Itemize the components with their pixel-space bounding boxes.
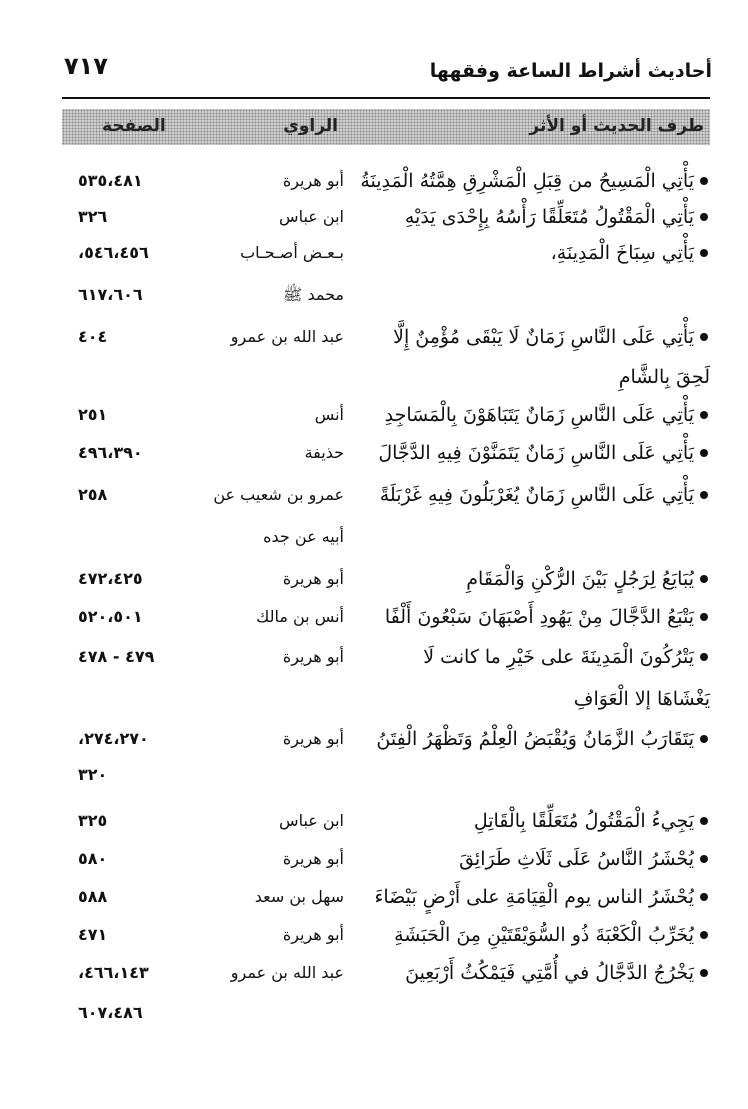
hadith-text: يَأْتِي عَلَى النَّاسِ زَمَانٌ يُغَرْبَلُونَ فِيهِ غَرْبَلَةً xyxy=(379,484,694,506)
page-references: ٤٧٢،٤٢٥ xyxy=(78,569,143,588)
narrator: أنس بن مالك xyxy=(256,607,344,626)
bullet-icon xyxy=(700,969,708,977)
page-references: ٦١٧،٦٠٦ xyxy=(78,285,143,304)
index-line xyxy=(0,640,748,674)
bullet-icon xyxy=(700,931,708,939)
page-references: ٤٩٦،٣٩٠ xyxy=(78,443,143,462)
page-references: ٦٠٧،٤٨٦ xyxy=(78,1003,143,1022)
narrator: عبد الله بن عمرو xyxy=(230,963,344,982)
running-header-title: أحاديث أشراط الساعة وفقهها xyxy=(429,60,712,82)
index-line xyxy=(0,956,748,990)
bullet-icon xyxy=(700,653,708,661)
bullet-icon xyxy=(700,735,708,743)
narrator: أنس xyxy=(314,405,344,424)
index-line xyxy=(0,236,748,270)
page-references: ٣٢٥ xyxy=(78,811,108,830)
bullet-icon xyxy=(700,491,708,499)
hadith-text: يَأْتِي الْمَسِيحُ من قِبَلِ الْمَشْرِقِ هِمَّتُهُ الْمَدِينَةُ xyxy=(360,170,694,192)
page-references: ٥٨٠ xyxy=(78,849,108,868)
page-references: ٣٢٠ xyxy=(78,765,108,784)
page-references: ٥٣٥،٤٨١ xyxy=(78,171,143,190)
bullet-icon xyxy=(700,449,708,457)
hadith-text: يَأْتِي عَلَى النَّاسِ زَمَانٌ يَتَبَاهَوْنَ بِالْمَسَاجِدِ xyxy=(384,404,694,426)
page-references: ٥٨٨ xyxy=(78,887,108,906)
column-header-page: الصفحة xyxy=(102,116,166,136)
index-line xyxy=(0,880,748,914)
hadith-text: يَتْبَعُ الدَّجَّالَ مِنْ يَهُودِ أَصْبَهَانَ سَبْعُونَ أَلْفًا xyxy=(384,606,694,628)
hadith-text: يَأْتِي سِبَاخَ الْمَدِينَةِ، xyxy=(550,242,694,264)
hadith-text: يَغْشَاهَا إلا الْعَوَافِ xyxy=(573,688,710,710)
hadith-text: يُحْشَرُ الناس يوم الْقِيَامَةِ على أَرْضٍ بَيْضَاءَ xyxy=(374,886,694,908)
hadith-text: يَخْرُجُ الدَّجَّالُ في أُمَّتِي فَيَمْكُثُ أَرْبَعِينَ xyxy=(405,962,694,984)
bullet-icon xyxy=(700,855,708,863)
page-references: ٤٠٤ xyxy=(78,327,108,346)
index-line xyxy=(0,682,748,716)
page-references: ٢٥٨ xyxy=(78,485,108,504)
page-references: ٤٧١ xyxy=(78,925,108,944)
narrator: أبيه عن جده xyxy=(263,527,344,546)
hadith-text: يَأْتِي عَلَى النَّاسِ زَمَانٌ لَا يَبْقَى مُؤْمِنٌ إِلَّا xyxy=(393,326,694,348)
narrator: ابن عباس xyxy=(279,811,344,830)
bullet-icon xyxy=(700,893,708,901)
bullet-icon xyxy=(700,411,708,419)
narrator: محمد ﷺ xyxy=(283,285,344,304)
bullet-icon xyxy=(700,213,708,221)
narrator: أبو هريرة xyxy=(282,849,344,868)
page-references: ٤٦٦،١٤٣، xyxy=(78,963,149,982)
index-line xyxy=(0,200,748,234)
page-number: ٧١٧ xyxy=(64,52,108,80)
index-line xyxy=(0,478,748,512)
hadith-text: يُحْشَرُ النَّاسُ عَلَى ثَلَاثِ طَرَائِقَ xyxy=(459,848,694,870)
page-references: ٥٤٦،٤٥٦، xyxy=(78,243,149,262)
bullet-icon xyxy=(700,177,708,185)
narrator: أبو هريرة xyxy=(282,569,344,588)
narrator: سهل بن سعد xyxy=(254,887,344,906)
narrator: عبد الله بن عمرو xyxy=(230,327,344,346)
index-line xyxy=(0,918,748,952)
index-line xyxy=(0,996,748,1030)
index-line xyxy=(0,320,748,354)
index-line xyxy=(0,722,748,756)
index-line xyxy=(0,600,748,634)
index-line xyxy=(0,398,748,432)
hadith-text: يَجِيءُ الْمَقْتُولُ مُتَعَلِّقًا بِالْقَاتِلِ xyxy=(473,810,694,832)
narrator: أبو هريرة xyxy=(282,647,344,666)
page-references: ٥٢٠،٥٠١ xyxy=(78,607,143,626)
index-line xyxy=(0,278,748,312)
narrator: حذيفة xyxy=(304,443,344,462)
narrator: أبو هريرة xyxy=(282,729,344,748)
narrator: عمرو بن شعيب عن xyxy=(213,485,344,504)
hadith-text: يَتَقَارَبُ الزَّمَانُ وَيُقْبَضُ الْعِلْمُ وَتَظْهَرُ الْفِتَنُ xyxy=(376,728,694,750)
bullet-icon xyxy=(700,249,708,257)
hadith-text: يُبَايَعُ لِرَجُلٍ بَيْنَ الرُّكْنِ وَالْمَقَامِ xyxy=(466,568,694,590)
index-line xyxy=(0,164,748,198)
page-references: ٢٧٤،٢٧٠، xyxy=(78,729,149,748)
hadith-text: يَأْتِي عَلَى النَّاسِ زَمَانٌ يَتَمَنَّوْنَ فِيهِ الدَّجَّالَ xyxy=(378,442,694,464)
bullet-icon xyxy=(700,333,708,341)
page-references: ٢٥١ xyxy=(78,405,108,424)
column-header-narrator: الراوي xyxy=(283,116,338,136)
index-line xyxy=(0,436,748,470)
index-line xyxy=(0,360,748,394)
narrator: أبو هريرة xyxy=(282,171,344,190)
column-header-text: طرف الحديث أو الأثر xyxy=(529,116,704,136)
hadith-text: لَحِقَ بِالشَّامِ xyxy=(618,366,710,388)
index-line xyxy=(0,804,748,838)
index-line xyxy=(0,562,748,596)
index-line xyxy=(0,520,748,554)
bullet-icon xyxy=(700,575,708,583)
narrator: بـعـض أصـحـاب xyxy=(240,243,344,262)
hadith-text: يَتْرُكُونَ الْمَدِينَةَ على خَيْرِ ما كانت لَا xyxy=(423,646,694,668)
index-line xyxy=(0,842,748,876)
page-references: ٣٢٦ xyxy=(78,207,108,226)
page-references: ٤٧٩ - ٤٧٨ xyxy=(78,647,155,666)
narrator: أبو هريرة xyxy=(282,925,344,944)
narrator: ابن عباس xyxy=(279,207,344,226)
bullet-icon xyxy=(700,817,708,825)
hadith-text: يُخَرِّبُ الْكَعْبَةَ ذُو السُّوَيْقَتَيْنِ مِنَ الْحَبَشَةِ xyxy=(394,924,694,946)
hadith-text: يَأْتِي الْمَقْتُولُ مُتَعَلِّقًا رَأْسُهُ بِإِحْدَى يَدَيْهِ xyxy=(404,206,694,228)
index-line xyxy=(0,758,748,792)
bullet-icon xyxy=(700,613,708,621)
